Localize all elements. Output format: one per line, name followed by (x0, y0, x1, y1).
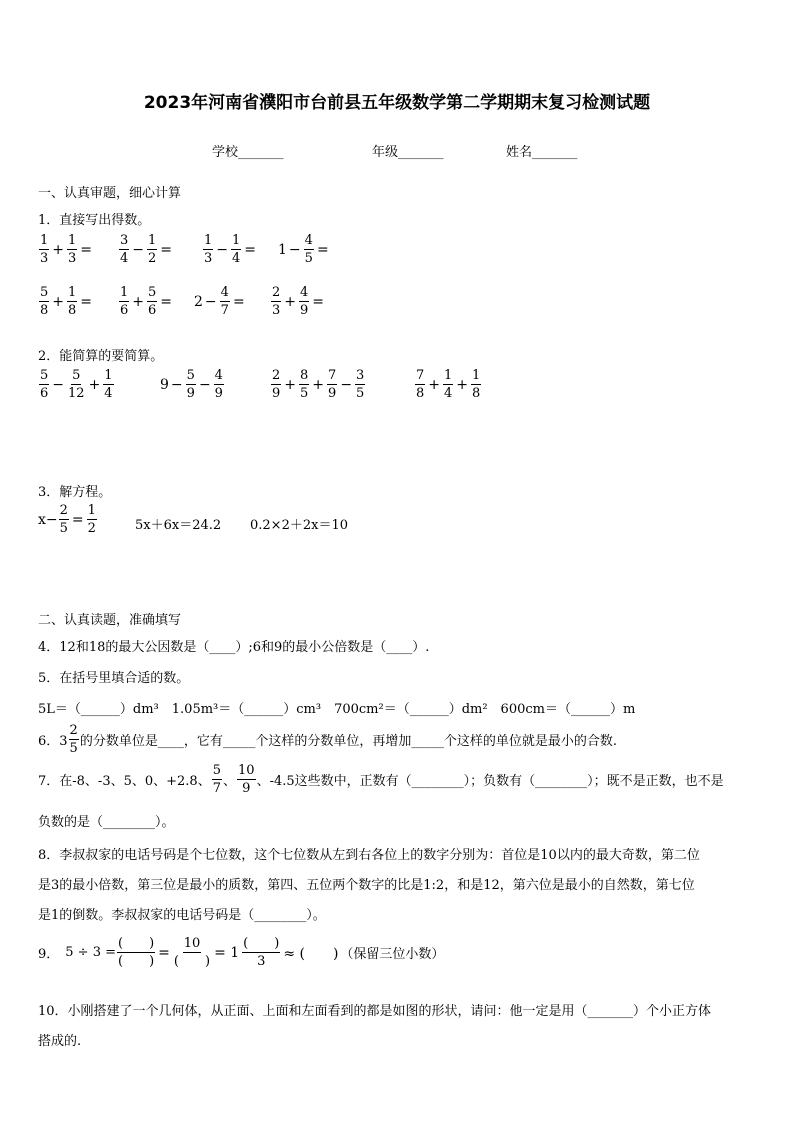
q1-item-7: 2 − $\frac{4}{7}$ = (194, 285, 245, 318)
q5-line: 5L＝（______）dm³ 1.05m³＝（______）cm³ 700cm²＝（______）dm² 600cm＝（______）m (38, 702, 636, 717)
q8-line2: 是3的最小倍数，第三位是最小的质数，第四、五位两个数字的比是1:2，和是12，第六位是最小的自然数，第七位 (38, 878, 695, 893)
q8-line1: 8．李叔叔家的电话号码是个七位数，这个七位数从左到右各位上的数字分别为：首位是10以内的最大奇数，第二位 (38, 848, 700, 863)
q5-label: 5．在括号里填合适的数。 (38, 671, 190, 686)
q2-item-4: $\frac{7}{8}$ + $\frac{1}{4}$ + $\frac{1}{8}$ (416, 368, 481, 401)
q9: 9． 5 ÷ 3 = $\frac{( )}{( )}$ = $\frac{10}{( )}$ = 1 $\frac{( )}{3}$ ≈ ( ) （保留三位小数） (38, 936, 445, 969)
section-1-heading: 一、认真审题，细心计算 (38, 186, 182, 201)
q1-label: 1．直接写出得数。 (38, 213, 151, 228)
q1-item-8: $\frac{2}{3}$ + $\frac{4}{9}$ = (272, 285, 325, 318)
q7-line2: 负数的是（________）。 (38, 815, 175, 830)
q1-item-1: $\frac{1}{3}$ + $\frac{1}{3}$ = (40, 233, 93, 266)
q2-item-1: $\frac{5}{6}$ − $\frac{5}{12}$ + $\frac{1}{4}$ (40, 368, 113, 401)
q1-item-2: $\frac{3}{4}$ − $\frac{1}{2}$ = (120, 233, 173, 266)
q1-item-5: $\frac{5}{8}$ + $\frac{1}{8}$ = (40, 285, 93, 318)
q7-line1: 7．在-8、-3、5、0、+2.8、 $\frac{5}{7}$ 、 $\frac{10}{9}$ 、-4.5这些数中，正数有（________）；负数有（________）；既不是正数，也不是 (38, 763, 724, 796)
q6: 6．3 $\frac{2}{5}$ 的分数单位是____，它有_____个这样的分数单位，再增加_____个这样的单位就是最小的合数. (38, 723, 617, 756)
q3-item-1: x− $\frac{2}{5}$ = $\frac{1}{2}$ (38, 503, 96, 536)
q10-line1: 10．小刚搭建了一个几何体，从正面、上面和左面看到的都是如图的形状，请问：他一定是用（_______）个小正方体 (38, 1004, 712, 1019)
q2-label: 2．能简算的要简算。 (38, 349, 164, 364)
q3-label: 3．解方程。 (38, 485, 112, 500)
q3-item-3: 0.2×2＋2x＝10 (250, 518, 348, 533)
q2-item-3: $\frac{2}{9}$ + $\frac{8}{5}$ + $\frac{7}{9}$ − $\frac{3}{5}$ (272, 368, 365, 401)
grade-field: 年级_______ (372, 145, 444, 160)
section-2-heading: 二、认真读题，准确填写 (38, 613, 182, 628)
q3-item-2: 5x＋6x＝24.2 (135, 518, 222, 533)
q2-item-2: 9 − $\frac{5}{9}$ − $\frac{4}{9}$ (160, 368, 223, 401)
q8-line3: 是1的倒数。李叔叔家的电话号码是（________）。 (38, 908, 326, 923)
school-field: 学校_______ (212, 145, 284, 160)
q1-item-6: $\frac{1}{6}$ + $\frac{5}{6}$ = (120, 285, 173, 318)
page-title: 2023年河南省濮阳市台前县五年级数学第二学期期末复习检测试题 (143, 93, 651, 113)
q10-line2: 搭成的. (38, 1034, 82, 1049)
q4: 4．12和18的最大公因数是（____）;6和9的最小公倍数是（____）. (38, 640, 430, 655)
q1-item-4: 1 − $\frac{4}{5}$ = (278, 233, 329, 266)
q1-item-3: $\frac{1}{3}$ − $\frac{1}{4}$ = (204, 233, 257, 266)
name-field: 姓名_______ (506, 145, 578, 160)
